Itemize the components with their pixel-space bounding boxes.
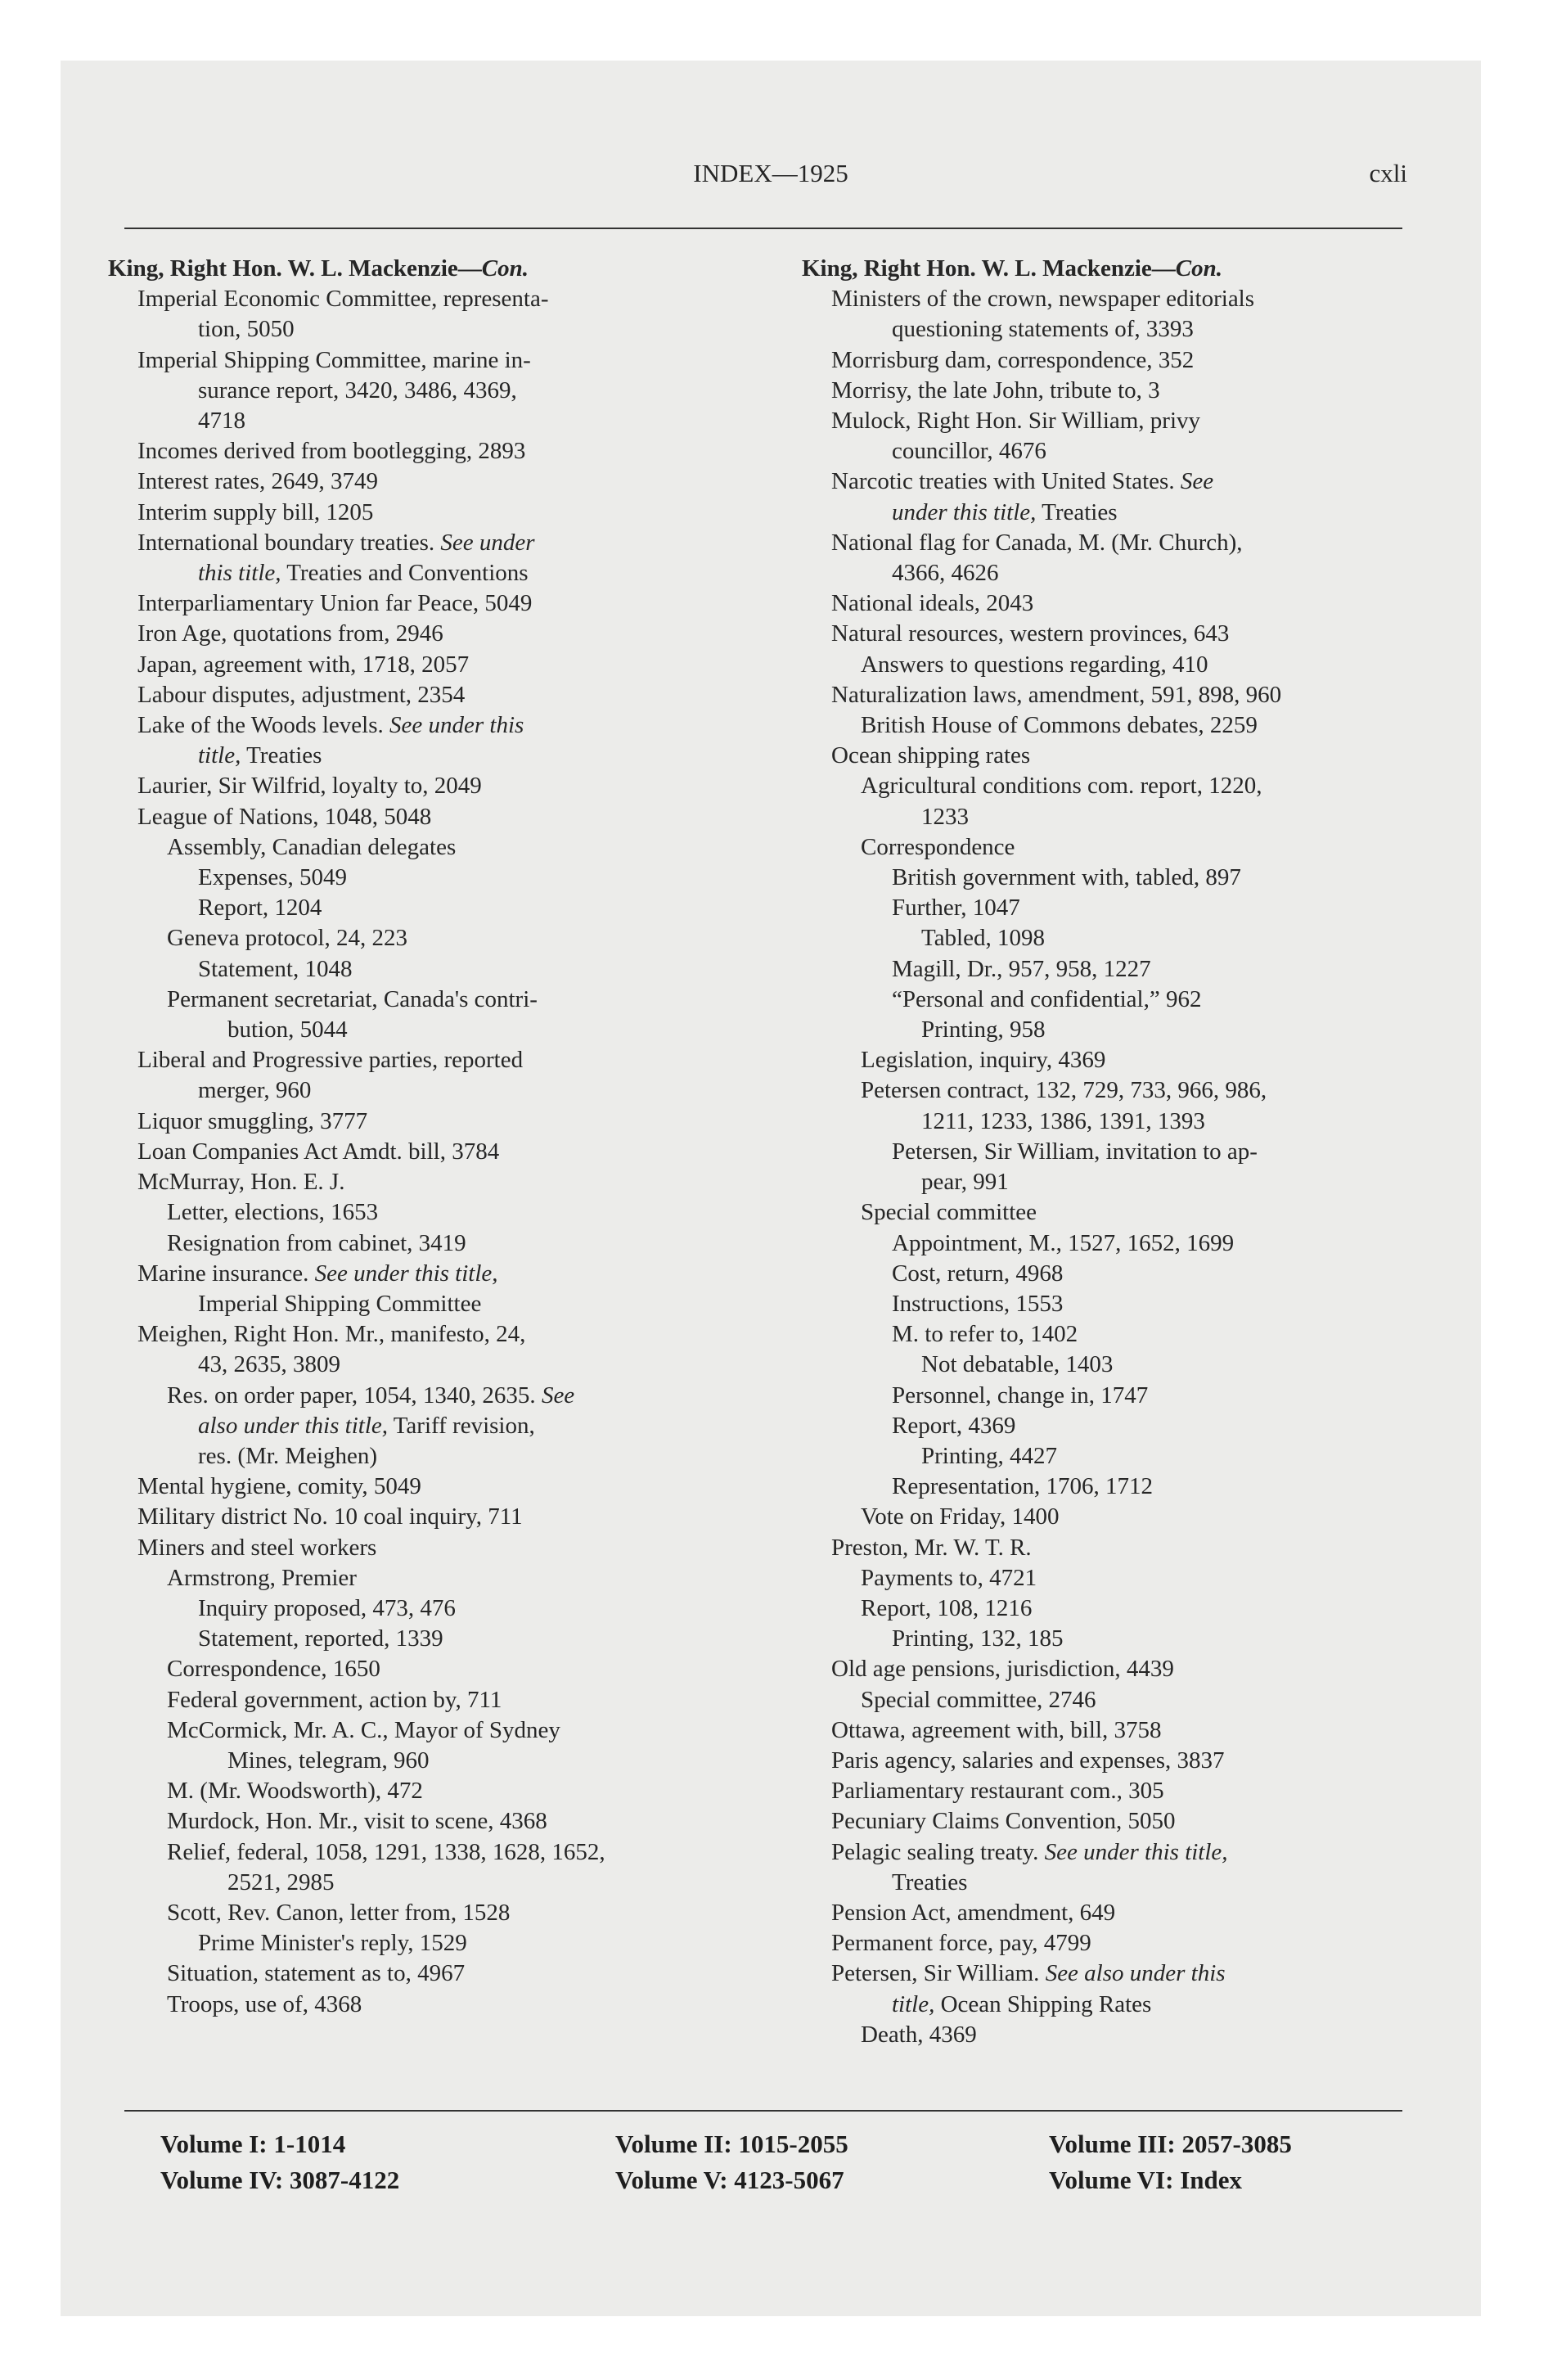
index-entry <box>108 1472 754 1502</box>
entry-text: Treaties and Conventions <box>281 560 529 587</box>
entry-text: Ministers of the crown, newspaper editorials <box>831 286 1255 313</box>
entry-text: Relief, federal, 1058, 1291, 1338, 1628, 1652, <box>167 1838 605 1865</box>
entry-text: Payments to, 4721 <box>861 1564 1037 1591</box>
index-entry <box>108 710 754 741</box>
cross-reference-italic: also under this title, <box>198 1412 388 1439</box>
index-entry <box>108 498 754 528</box>
entry-text: McMurray, Hon. E. J. <box>137 1169 345 1196</box>
index-column-left <box>108 254 754 2020</box>
index-entry <box>108 1959 754 1989</box>
entry-text: Report, 1204 <box>198 895 322 922</box>
index-entry <box>802 802 1407 832</box>
entry-text: Incomes derived from bootlegging, 2893 <box>137 438 526 465</box>
index-entry <box>108 376 754 406</box>
index-entry <box>802 1411 1407 1441</box>
entry-text: Cost, return, 4968 <box>892 1260 1064 1287</box>
index-entry <box>802 1806 1407 1837</box>
entry-text: Interest rates, 2649, 3749 <box>137 468 378 495</box>
entry-text: Letter, elections, 1653 <box>167 1199 379 1226</box>
index-entry <box>108 1990 754 2020</box>
cross-reference-italic: See <box>1180 468 1214 495</box>
entry-text: Situation, statement as to, 4967 <box>167 1960 466 1987</box>
index-entry <box>108 1015 754 1045</box>
index-entry <box>802 923 1407 953</box>
entry-text: Agricultural conditions com. report, 1220, <box>861 773 1262 800</box>
entry-text: tion, 5050 <box>198 316 295 343</box>
entry-text: Japan, agreement with, 1718, 2057 <box>137 651 470 678</box>
entry-text: Resignation from cabinet, 3419 <box>167 1229 466 1256</box>
index-entry <box>108 1228 754 1259</box>
entry-text: National flag for Canada, M. (Mr. Church), <box>831 529 1243 556</box>
entry-text: Pension Act, amendment, 649 <box>831 1899 1116 1926</box>
entry-text: Mulock, Right Hon. Sir William, privy <box>831 408 1201 435</box>
entry-text: Tabled, 1098 <box>921 925 1045 952</box>
index-entry <box>108 1898 754 1928</box>
entry-text: Naturalization laws, amendment, 591, 898, 960 <box>831 681 1282 708</box>
index-entry <box>802 1624 1407 1654</box>
entry-text: M. (Mr. Woodsworth), 472 <box>167 1778 423 1805</box>
header-rule <box>124 228 1402 229</box>
entry-text: Treaties <box>1036 498 1118 525</box>
cross-reference-italic: See under this title, <box>314 1260 498 1287</box>
entry-text: Liquor smuggling, 3777 <box>137 1107 368 1134</box>
index-entry <box>802 1868 1407 1898</box>
index-entry <box>108 1563 754 1593</box>
entry-text: Res. on order paper, 1054, 1340, 2635. <box>167 1382 542 1409</box>
entry-text: Imperial Shipping Committee <box>198 1290 482 1317</box>
entry-text: 43, 2635, 3809 <box>198 1351 340 1378</box>
entry-text: bution, 5044 <box>227 1016 348 1044</box>
entry-text: Petersen, Sir William. <box>831 1960 1046 1987</box>
index-entry <box>802 650 1407 680</box>
index-entry <box>802 1137 1407 1167</box>
entry-text: Geneva protocol, 24, 223 <box>167 925 407 952</box>
entry-text: Scott, Rev. Canon, letter from, 1528 <box>167 1899 511 1926</box>
entry-text: Not debatable, 1403 <box>921 1351 1114 1378</box>
continued-heading <box>108 254 754 284</box>
index-entry <box>802 1228 1407 1259</box>
index-entry <box>802 1746 1407 1776</box>
entry-text: Mines, telegram, 960 <box>227 1747 430 1774</box>
index-entry <box>108 1685 754 1715</box>
entry-text: Treaties <box>241 742 322 769</box>
index-entry <box>108 1167 754 1197</box>
index-entry <box>802 1990 1407 2020</box>
index-entry <box>108 314 754 345</box>
cross-reference-italic: Con. <box>481 255 529 282</box>
entry-text: Labour disputes, adjustment, 2354 <box>137 681 466 708</box>
index-entry <box>802 1502 1407 1532</box>
cross-reference-italic: under this title, <box>892 498 1037 525</box>
index-entry <box>108 1654 754 1684</box>
volume-range: Volume III: 2057-3085 <box>1049 2130 1292 2158</box>
index-entry <box>802 893 1407 923</box>
entry-text: Morrisy, the late John, tribute to, 3 <box>831 376 1160 403</box>
index-entry <box>108 1045 754 1075</box>
index-entry <box>802 376 1407 406</box>
index-entry <box>802 680 1407 710</box>
entry-text: Personnel, change in, 1747 <box>892 1382 1149 1409</box>
entry-text: Mental hygiene, comity, 5049 <box>137 1473 421 1500</box>
index-entry <box>802 1350 1407 1380</box>
index-entry <box>802 406 1407 436</box>
volume-range: Volume II: 1015-2055 <box>615 2130 848 2158</box>
entry-text: Tariff revision, <box>388 1412 535 1439</box>
cross-reference-italic: Con. <box>1175 255 1223 282</box>
entry-text: Pelagic sealing treaty. <box>831 1838 1045 1865</box>
entry-text: Parliamentary restaurant com., 305 <box>831 1778 1164 1805</box>
index-entry <box>802 558 1407 588</box>
entry-text: Federal government, action by, 711 <box>167 1686 502 1713</box>
entry-text: Instructions, 1553 <box>892 1290 1064 1317</box>
entry-text: Imperial Shipping Committee, marine in- <box>137 346 531 373</box>
entry-text: British government with, tabled, 897 <box>892 864 1241 891</box>
entry-text: British House of Commons debates, 2259 <box>861 712 1258 739</box>
index-entry <box>802 1715 1407 1746</box>
entry-text: Interparliamentary Union far Peace, 5049 <box>137 590 533 617</box>
entry-text: Further, 1047 <box>892 895 1020 922</box>
entry-text: Statement, 1048 <box>198 955 353 982</box>
entry-text: Natural resources, western provinces, 643 <box>831 620 1230 647</box>
index-entry <box>108 1411 754 1441</box>
entry-text: Answers to questions regarding, 410 <box>861 651 1208 678</box>
index-entry <box>108 832 754 863</box>
entry-text: Military district No. 10 coal inquiry, 711 <box>137 1503 523 1530</box>
entry-text: Printing, 132, 185 <box>892 1625 1064 1652</box>
index-entry <box>802 1441 1407 1472</box>
cross-reference-italic: title, <box>198 742 241 769</box>
index-entry <box>802 619 1407 649</box>
index-entry <box>108 863 754 893</box>
index-entry <box>108 284 754 314</box>
index-entry <box>802 1533 1407 1563</box>
entry-text: Interim supply bill, 1205 <box>137 498 374 525</box>
index-entry <box>108 1137 754 1167</box>
entry-text: Statement, reported, 1339 <box>198 1625 443 1652</box>
running-title: INDEX—1925 <box>693 159 848 187</box>
index-column-right <box>802 254 1407 2050</box>
entry-text: Petersen contract, 132, 729, 733, 966, 986, <box>861 1077 1267 1104</box>
entry-text: Legislation, inquiry, 4369 <box>861 1047 1106 1074</box>
index-entry <box>108 1868 754 1898</box>
index-entry <box>802 954 1407 985</box>
index-entry <box>802 284 1407 314</box>
index-entry <box>802 1928 1407 1959</box>
index-entry <box>802 1319 1407 1350</box>
index-entry <box>108 1381 754 1411</box>
index-entry <box>108 893 754 923</box>
index-entry <box>108 1715 754 1746</box>
index-entry <box>802 1045 1407 1075</box>
entry-text: Narcotic treaties with United States. <box>831 468 1181 495</box>
entry-text: Imperial Economic Committee, representa- <box>137 286 549 313</box>
entry-text: Petersen, Sir William, invitation to ap- <box>892 1138 1258 1165</box>
index-entry <box>108 1350 754 1380</box>
entry-text: Old age pensions, jurisdiction, 4439 <box>831 1656 1174 1683</box>
index-entry <box>802 741 1407 771</box>
index-entry <box>108 558 754 588</box>
index-entry <box>108 954 754 985</box>
entry-text: Loan Companies Act Amdt. bill, 3784 <box>137 1138 500 1165</box>
index-entry <box>108 1806 754 1837</box>
index-entry <box>802 1075 1407 1106</box>
index-entry <box>108 528 754 558</box>
index-entry <box>802 436 1407 467</box>
index-entry <box>108 406 754 436</box>
index-entry <box>802 1472 1407 1502</box>
index-entry <box>108 345 754 376</box>
entry-text: Prime Minister's reply, 1529 <box>198 1930 467 1957</box>
entry-text: Iron Age, quotations from, 2946 <box>137 620 443 647</box>
entry-text: Lake of the Woods levels. <box>137 712 389 739</box>
entry-text: King, Right Hon. W. L. Mackenzie— <box>802 255 1176 282</box>
entry-text: questioning statements of, 3393 <box>892 316 1194 343</box>
entry-text: Troops, use of, 4368 <box>167 1990 362 2017</box>
entry-text: Permanent force, pay, 4799 <box>831 1930 1091 1957</box>
entry-text: Correspondence, 1650 <box>167 1656 380 1683</box>
index-entry <box>108 1776 754 1806</box>
entry-text: Ocean shipping rates <box>831 742 1031 769</box>
index-entry <box>108 1259 754 1289</box>
entry-text: Expenses, 5049 <box>198 864 348 891</box>
entry-text: Report, 4369 <box>892 1412 1016 1439</box>
entry-text: Magill, Dr., 957, 958, 1227 <box>892 955 1151 982</box>
entry-text: Special committee, 2746 <box>861 1686 1096 1713</box>
index-entry <box>108 680 754 710</box>
index-entry <box>802 832 1407 863</box>
index-entry <box>108 1075 754 1106</box>
entry-text: Morrisburg dam, correspondence, 352 <box>831 346 1195 373</box>
index-entry <box>802 314 1407 345</box>
entry-text: Permanent secretariat, Canada's contri- <box>167 985 538 1012</box>
volume-range: Volume V: 4123-5067 <box>615 2166 844 2194</box>
cross-reference-italic: See under this title, <box>1044 1838 1228 1865</box>
index-entry <box>802 1289 1407 1319</box>
index-entry <box>108 650 754 680</box>
cross-reference-italic: title, <box>892 1990 935 2017</box>
index-entry <box>802 1837 1407 1868</box>
index-entry <box>108 771 754 801</box>
index-entry <box>108 1319 754 1350</box>
index-entry <box>802 1259 1407 1289</box>
entry-text: Preston, Mr. W. T. R. <box>831 1534 1032 1561</box>
entry-text: League of Nations, 1048, 5048 <box>137 803 432 830</box>
entry-text: International boundary treaties. <box>137 529 441 556</box>
entry-text: Printing, 4427 <box>921 1442 1057 1469</box>
index-entry <box>802 467 1407 497</box>
entry-text: surance report, 3420, 3486, 4369, <box>198 376 517 403</box>
index-entry <box>802 1593 1407 1624</box>
entry-text: Ottawa, agreement with, bill, 3758 <box>831 1716 1162 1743</box>
entry-text: Meighen, Right Hon. Mr., manifesto, 24, <box>137 1321 526 1348</box>
index-entry <box>802 1654 1407 1684</box>
index-entry <box>108 1289 754 1319</box>
entry-text: res. (Mr. Meighen) <box>198 1442 378 1469</box>
page-number: cxli <box>1369 159 1407 187</box>
page-header <box>61 159 1481 208</box>
entry-text: Special committee <box>861 1199 1037 1226</box>
entry-text: Representation, 1706, 1712 <box>892 1473 1153 1500</box>
index-entry <box>108 619 754 649</box>
entry-text: Correspondence <box>861 833 1015 860</box>
index-entry <box>802 1015 1407 1045</box>
index-entry <box>802 1197 1407 1228</box>
entry-text: councillor, 4676 <box>892 438 1046 465</box>
index-entry <box>802 710 1407 741</box>
volume-range: Volume I: 1-1014 <box>160 2130 346 2158</box>
index-entry <box>802 1381 1407 1411</box>
index-entry <box>108 1624 754 1654</box>
index-entry <box>802 1563 1407 1593</box>
entry-text: Death, 4369 <box>861 2021 977 2048</box>
cross-reference-italic: See <box>541 1382 575 1409</box>
entry-text: pear, 991 <box>921 1169 1009 1196</box>
entry-text: 4366, 4626 <box>892 560 999 587</box>
index-entry <box>802 528 1407 558</box>
index-entry <box>802 1167 1407 1197</box>
index-entry <box>802 2020 1407 2050</box>
entry-text: “Personal and confidential,” 962 <box>892 985 1202 1012</box>
entry-text: National ideals, 2043 <box>831 590 1034 617</box>
entry-text: Pecuniary Claims Convention, 5050 <box>831 1808 1176 1835</box>
index-entry <box>108 802 754 832</box>
index-entry <box>108 1928 754 1959</box>
index-entry <box>108 1107 754 1137</box>
index-entry <box>108 1837 754 1868</box>
index-entry <box>802 1898 1407 1928</box>
index-entry <box>802 771 1407 801</box>
entry-text: Assembly, Canadian delegates <box>167 833 457 860</box>
entry-text: Treaties <box>892 1868 968 1895</box>
cross-reference-italic: See under this <box>389 712 524 739</box>
scanned-page <box>61 61 1481 2316</box>
index-entry <box>108 436 754 467</box>
volume-range: Volume IV: 3087-4122 <box>160 2166 400 2194</box>
entry-text: merger, 960 <box>198 1077 312 1104</box>
entry-text: Paris agency, salaries and expenses, 3837 <box>831 1747 1225 1774</box>
entry-text: Miners and steel workers <box>137 1534 377 1561</box>
entry-text: 1233 <box>921 803 969 830</box>
cross-reference-italic: See under <box>440 529 535 556</box>
index-entry <box>802 345 1407 376</box>
index-entry <box>108 1502 754 1532</box>
entry-text: McCormick, Mr. A. C., Mayor of Sydney <box>167 1716 560 1743</box>
index-entry <box>108 1441 754 1472</box>
entry-text: Printing, 958 <box>921 1016 1046 1044</box>
index-entry <box>802 1776 1407 1806</box>
footer-rule <box>124 2110 1402 2112</box>
volume-range: Volume VI: Index <box>1049 2166 1242 2194</box>
entry-text: M. to refer to, 1402 <box>892 1321 1078 1348</box>
entry-text: 2521, 2985 <box>227 1868 335 1895</box>
entry-text: Ocean Shipping Rates <box>934 1990 1152 2017</box>
index-entry <box>802 1685 1407 1715</box>
entry-text: Vote on Friday, 1400 <box>861 1503 1060 1530</box>
volume-key-group <box>1049 2126 1292 2198</box>
index-entry <box>802 863 1407 893</box>
entry-text: Armstrong, Premier <box>167 1564 357 1591</box>
index-entry <box>802 1959 1407 1989</box>
index-entry <box>802 498 1407 528</box>
index-entry <box>802 588 1407 619</box>
entry-text: Report, 108, 1216 <box>861 1594 1033 1621</box>
entry-text: King, Right Hon. W. L. Mackenzie— <box>108 255 482 282</box>
index-entry <box>108 588 754 619</box>
index-entry <box>108 1746 754 1776</box>
entry-text: Inquiry proposed, 473, 476 <box>198 1594 456 1621</box>
entry-text: Appointment, M., 1527, 1652, 1699 <box>892 1229 1235 1256</box>
continued-heading <box>802 254 1407 284</box>
cross-reference-italic: this title, <box>198 560 281 587</box>
index-entry <box>108 1593 754 1624</box>
index-entry <box>108 467 754 497</box>
index-entry <box>108 741 754 771</box>
entry-text: Liberal and Progressive parties, reported <box>137 1047 524 1074</box>
index-entry <box>802 1107 1407 1137</box>
index-entry <box>108 923 754 953</box>
volume-key-group <box>160 2126 399 2198</box>
cross-reference-italic: See also under this <box>1045 1960 1226 1987</box>
index-entry <box>108 1197 754 1228</box>
index-entry <box>802 985 1407 1015</box>
index-entry <box>108 985 754 1015</box>
volume-key-group <box>615 2126 848 2198</box>
entry-text: Laurier, Sir Wilfrid, loyalty to, 2049 <box>137 773 482 800</box>
index-entry <box>108 1533 754 1563</box>
entry-text: 1211, 1233, 1386, 1391, 1393 <box>921 1107 1205 1134</box>
entry-text: 4718 <box>198 408 245 435</box>
entry-text: Murdock, Hon. Mr., visit to scene, 4368 <box>167 1808 547 1835</box>
entry-text: Marine insurance. <box>137 1260 315 1287</box>
